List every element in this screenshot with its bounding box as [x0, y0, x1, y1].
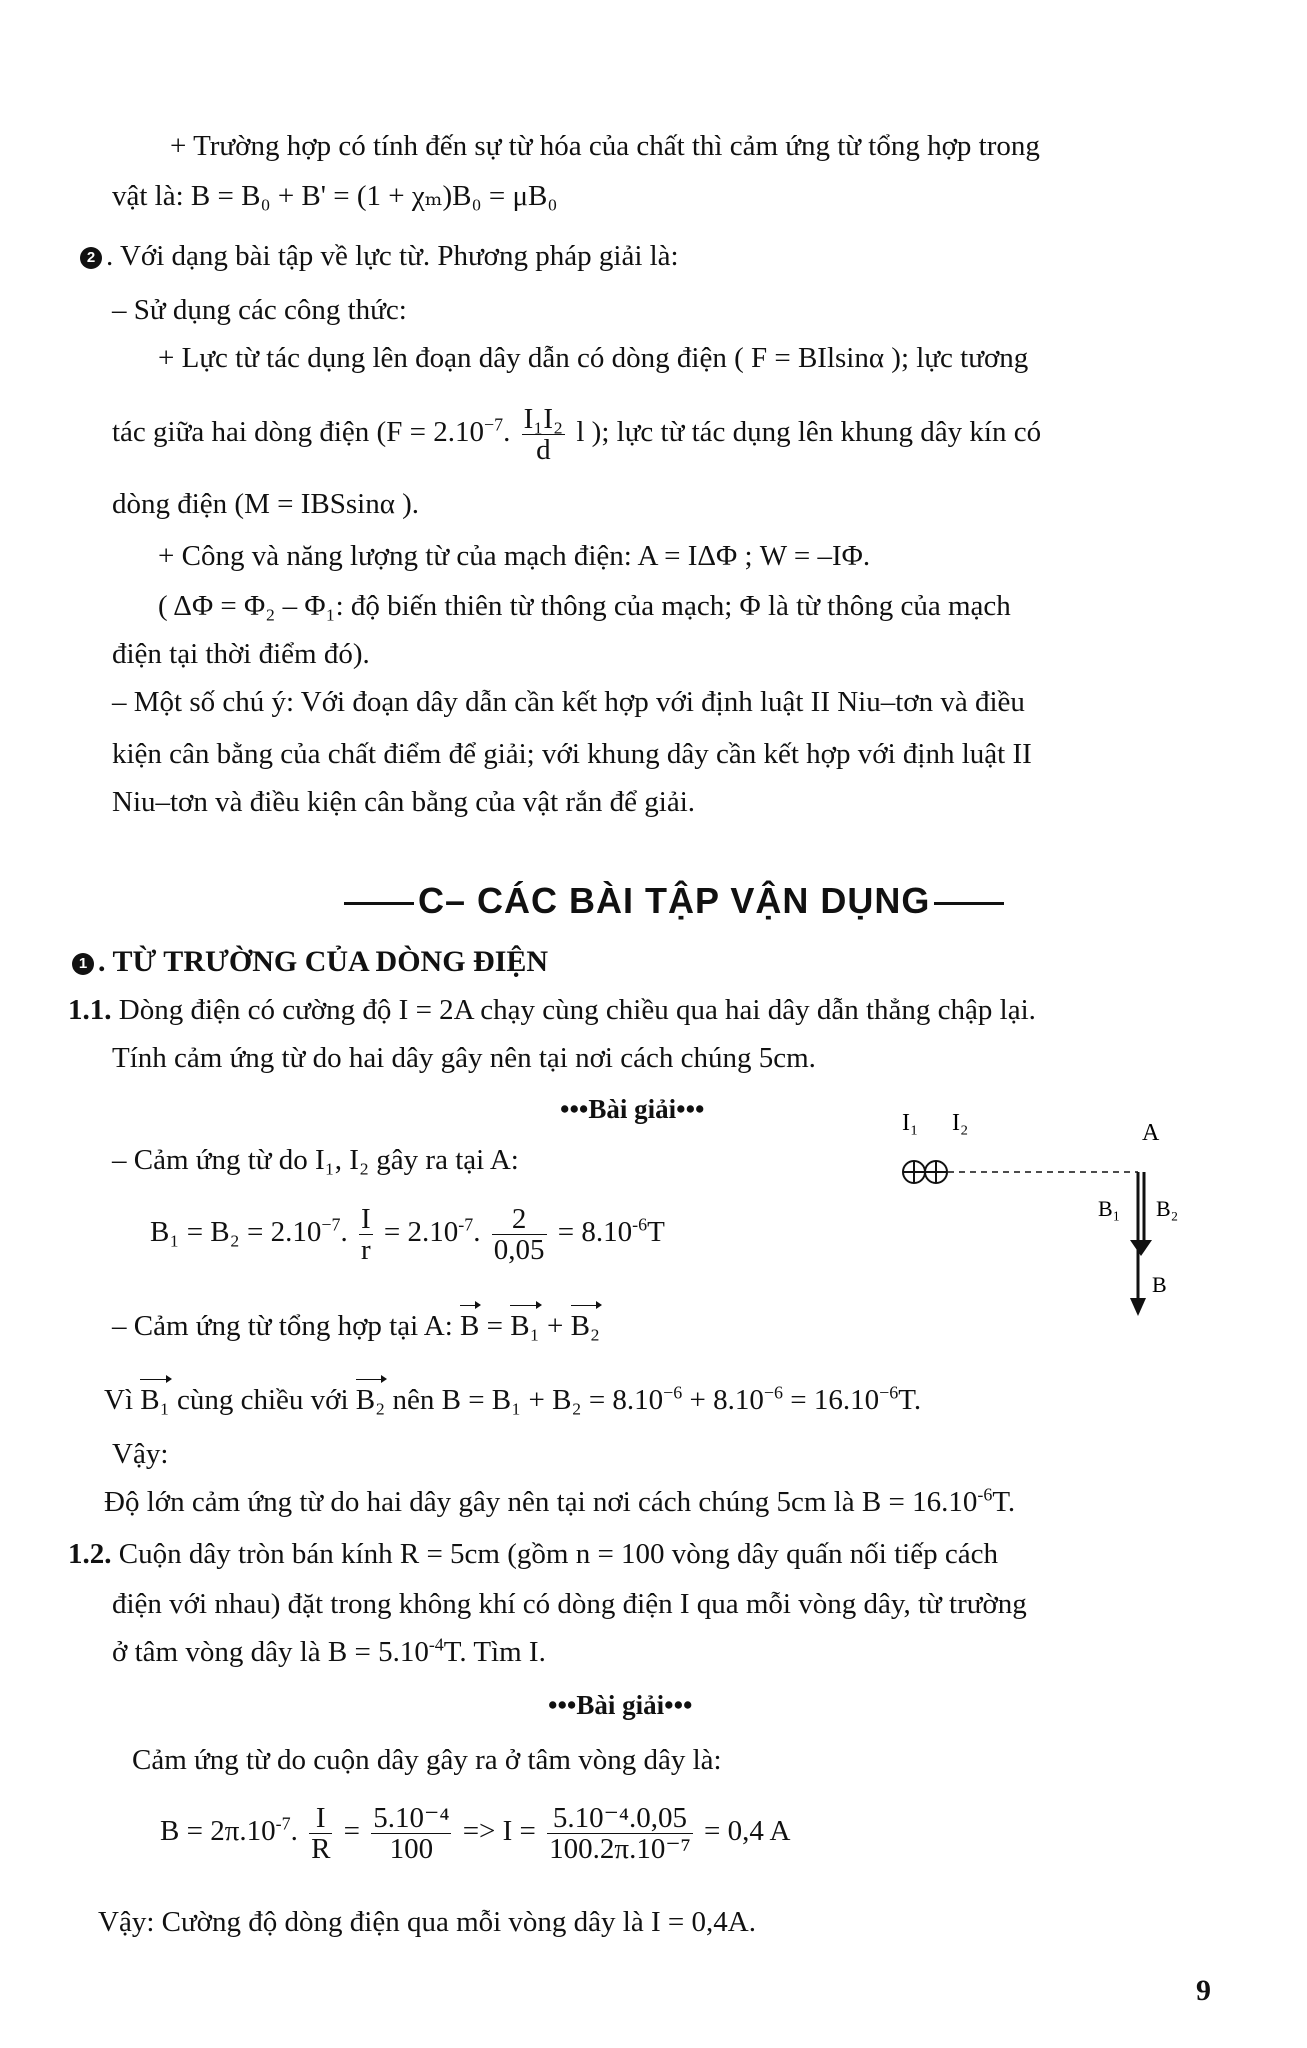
section-title-text: . TỪ TRƯỜNG CỦA DÒNG ĐIỆN [98, 945, 549, 978]
solution-1-1-equation-1: $B_1 = B_2 = 2.10^{-7}$. $\frac{I}{r}$ = $2.10^{-7}$. $\frac{2}{0,05}$ = $8.10^{-6}T$ [150, 1202, 665, 1266]
intro-line-6a: tác giữa hai dòng điện (F = 2.10 [112, 416, 484, 448]
fraction-result: $\frac{\text{5.10⁻⁴.0,05}}{\text{100.2π.10⁻⁷}}$ [549, 1801, 691, 1865]
bullet-1-icon: 1 [72, 953, 94, 975]
solution-1-1-line-4: Vậy: [112, 1438, 169, 1470]
heading-text: C– CÁC BÀI TẬP VẬN DỤNG [418, 880, 931, 921]
solution-1-1-line-1: – Cảm ứng từ do I₁, I₂ gây ra tại A: [112, 1144, 519, 1176]
intro-line-6-exp: −7 [483, 414, 504, 435]
problem-1-2-line-3: ở tâm vòng dây là $B = 5.10^{-4}T$. Tìm I. [112, 1634, 546, 1668]
problem-1-2-line-1: 1.2. Cuộn dây tròn bán kính R = 5cm (gồm n = 100 vòng dây quấn nối tiếp cách [68, 1538, 998, 1570]
solution-1-2-conclusion: Vậy: Cường độ dòng điện qua mỗi vòng dây là I = 0,4A. [98, 1906, 756, 1938]
intro-line-5: + Lực từ tác dụng lên đoạn dây dẫn có dòng điện ( F = BIlsinα ); lực tương [158, 342, 1029, 374]
wire-i1-icon [903, 1161, 925, 1183]
intro-line-1: + Trường hợp có tính đến sự từ hóa của chất thì cảm ứng từ tổng hợp trong [170, 130, 1040, 162]
page-number: 9 [1196, 1974, 1211, 2007]
problem-1-1-line-1 [68, 992, 1036, 1028]
intro-line-3-text: . Với dạng bài tập về lực từ. Phương pháp giải là: [106, 240, 679, 272]
label-b1: B₁ [1098, 1196, 1121, 1221]
solution-1-2-equation: $B = 2\pi.10^{-7}$. $\frac{I}{R}$ = $\frac{\text{5.10⁻⁴}}{100}$ => I = $\frac{\text{5.10⁻⁴.0,05}}{\text{100.2π.10⁻⁷}}$ = 0,4 A [160, 1801, 791, 1865]
fraction-i-over-r-2: $\frac{I}{R}$ [311, 1801, 331, 1865]
section-heading [340, 880, 1008, 922]
label-i1: I₁ [902, 1110, 919, 1136]
solution-1-1-line-2: – Cảm ứng từ tổng hợp tại A: B = B₁ + B₂ [112, 1310, 601, 1342]
label-b2: B₂ [1156, 1196, 1179, 1221]
fraction-b-over-n: $\frac{\text{5.10⁻⁴}}{100}$ [373, 1801, 450, 1865]
problem-1-1-text-1: Dòng điện có cường độ I = 2A chạy cùng chiều qua hai dây dẫn thẳng chập lại. [118, 994, 1036, 1026]
problem-1-1-line-2: Tính cảm ứng từ do hai dây gây nên tại nơi cách chúng 5cm. [112, 1042, 816, 1074]
fraction-2-over-005: $\frac{2}{0,05}$ [493, 1202, 545, 1266]
label-b: B [1152, 1272, 1167, 1297]
vector-b1: B₁ [510, 1310, 540, 1342]
wire-i2-icon [925, 1161, 947, 1183]
intro-line-11: – Một số chú ý: Với đoạn dây dẫn cần kết hợp với định luật II Niu–tơn và điều [112, 686, 1025, 718]
vector-b2: B₂ [570, 1310, 601, 1342]
problem-1-2-line-2: điện với nhau) đặt trong không khí có dòng điện I qua mỗi vòng dây, từ trường [112, 1588, 1027, 1620]
fraction-i-over-r: $\frac{I}{r}$ [361, 1202, 371, 1266]
intro-line-4: – Sử dụng các công thức: [112, 294, 407, 326]
solution-1-1-line-5: Độ lớn cảm ứng từ do hai dây gây nên tại nơi cách chúng 5cm là $B = 16.10^{-6}T$. [104, 1484, 1016, 1518]
intro-line-3 [80, 238, 679, 274]
intro-line-12: kiện cân bằng của chất điểm để giải; với khung dây cần kết hợp với định luật II [112, 738, 1032, 770]
intro-line-9: ( ΔΦ = Φ₂ – Φ₁: độ biến thiên từ thông của mạch; Φ là từ thông của mạch [158, 590, 1011, 622]
intro-line-10: điện tại thời điểm đó). [112, 638, 370, 670]
vector-b1-inline: B₁ [140, 1384, 170, 1416]
intro-line-2: vật là: B = B₀ + B' = (1 + χₘ)B₀ = μB₀ [112, 180, 558, 212]
heading-rule-left [344, 902, 414, 905]
solution-1-2-line-1: Cảm ứng từ do cuộn dây gây ra ở tâm vòng dây là: [132, 1744, 722, 1776]
problem-1-1-number: 1.1. [68, 994, 112, 1026]
intro-line-6: tác giữa hai dòng điện ($F = 2.10^{-7}$. $\frac{\text{I₁I₂}}{d}$ l ); lực từ tác dụng lên khung dây kín có [112, 402, 1042, 466]
vector-b2-inline: B₂ [355, 1384, 386, 1416]
intro-line-7: dòng điện (M = IBSsinα ). [112, 488, 420, 520]
vector-arrows-icon [1130, 1172, 1152, 1316]
label-a: A [1142, 1120, 1160, 1146]
section-title [72, 944, 548, 980]
intro-line-6b: l ); lực từ tác dụng lên khung dây kín có [576, 416, 1042, 448]
intro-line-13: Niu–tơn và điều kiện cân bằng của vật rắn để giải. [112, 786, 696, 818]
vector-b: B [460, 1310, 480, 1342]
magnetic-field-diagram [880, 1100, 1200, 1360]
problem-1-2-number: 1.2. [68, 1538, 112, 1570]
solution-1-1-line-3: Vì B₁ cùng chiều với B₂ nên $B = B_1 + B_2 = 8.10^{-6} + 8.10^{-6} = 16.10^{-6}T$. [104, 1382, 922, 1416]
fraction-i1i2-over-d: $\frac{\text{I₁I₂}}{d}$ [523, 402, 564, 466]
bullet-2-icon: 2 [80, 247, 102, 269]
solution-title-1-2: •••Bài giải••• [548, 1690, 693, 1720]
label-i2: I₂ [952, 1110, 969, 1136]
intro-line-8: + Công và năng lượng từ của mạch điện: A = IΔΦ ; W = –IΦ. [158, 540, 871, 572]
solution-title-1-1: •••Bài giải••• [560, 1094, 705, 1124]
heading-rule-right [934, 902, 1004, 905]
